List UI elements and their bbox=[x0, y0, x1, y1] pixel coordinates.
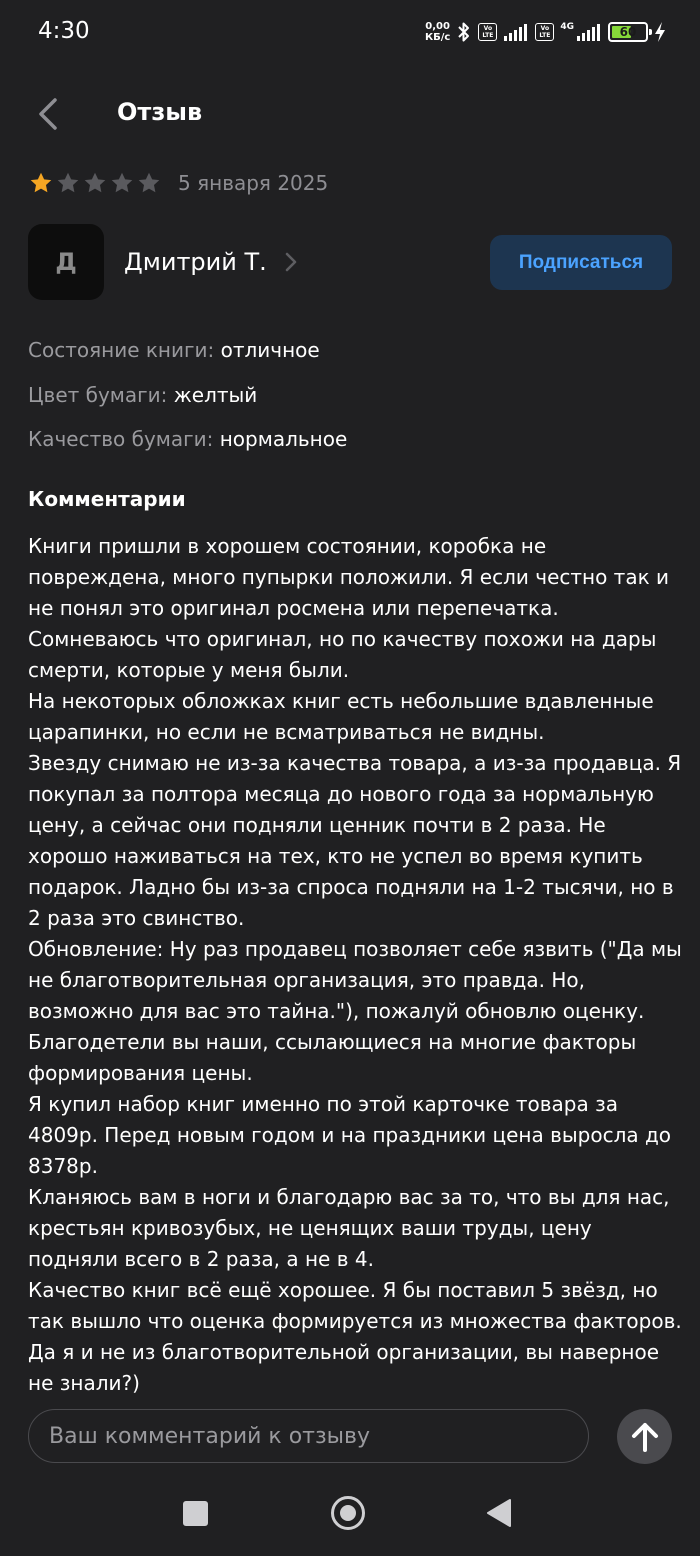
recent-apps-button[interactable] bbox=[183, 1501, 208, 1526]
home-button[interactable] bbox=[331, 1496, 365, 1530]
rating-row bbox=[28, 168, 328, 198]
star-empty-icon bbox=[55, 170, 81, 196]
network-type: 4G bbox=[560, 22, 574, 32]
review-text bbox=[28, 531, 684, 1399]
avatar-letter: Д bbox=[55, 248, 77, 276]
page-title: Отзыв bbox=[117, 98, 203, 126]
star-rating bbox=[28, 170, 162, 196]
review-paragraph: На некоторых обложках книг есть небольшие вдавленные царапинки, но если не всматриваться не видны. bbox=[28, 689, 654, 744]
battery-percent: 60 bbox=[619, 25, 637, 39]
volte-icon: Vo LTE bbox=[478, 23, 497, 41]
star-empty-icon bbox=[82, 170, 108, 196]
battery-icon bbox=[608, 22, 648, 42]
bluetooth-icon bbox=[456, 20, 472, 44]
attribute-label: Качество бумаги: bbox=[28, 427, 214, 451]
back-button[interactable] bbox=[30, 94, 66, 134]
review-paragraph: Книги пришли в хорошем состоянии, коробка не повреждена, много пупырки положили. Я если честно так и не понял это оригинал росмена или перепечатка. Сомневаюсь что оригинал, но по качеству похожи на дары смерти, которые у меня были. bbox=[28, 534, 670, 682]
review-paragraph: Качество книг всё ещё хорошее. Я бы поставил 5 звёзд, но так вышло что оценка формируется из множества факторов. Да я и не из благотворительной организации, вы наверное не знали?) bbox=[28, 1278, 682, 1395]
network-speed bbox=[425, 21, 450, 43]
system-back-button[interactable] bbox=[486, 1498, 512, 1528]
attribute-value: нормальное bbox=[219, 427, 348, 451]
status-icons bbox=[425, 18, 666, 46]
signal-icon bbox=[503, 22, 529, 42]
network-speed-unit: КБ/с bbox=[424, 32, 451, 43]
arrow-up-icon bbox=[630, 1421, 660, 1453]
review-paragraph: Я купил набор книг именно по этой карточке товара за 4809р. Перед новым годом и на праздники цена выросла до 8378р. bbox=[28, 1092, 672, 1178]
attribute-value: желтый bbox=[173, 383, 258, 407]
avatar[interactable] bbox=[28, 224, 104, 300]
charging-icon bbox=[654, 21, 666, 43]
attribute-paper-color bbox=[28, 382, 257, 408]
attribute-paper-quality bbox=[28, 426, 347, 452]
attribute-value: отличное bbox=[220, 338, 320, 362]
star-empty-icon bbox=[136, 170, 162, 196]
chevron-right-icon bbox=[285, 252, 297, 272]
attribute-label: Цвет бумаги: bbox=[28, 383, 168, 407]
system-nav-bar bbox=[0, 1478, 700, 1556]
star-filled-icon bbox=[28, 170, 54, 196]
comments-title: Комментарии bbox=[28, 487, 186, 511]
status-bar bbox=[0, 0, 700, 64]
author-name: Дмитрий Т. bbox=[124, 248, 267, 276]
home-dot bbox=[340, 1505, 356, 1521]
signal-icon-2 bbox=[576, 22, 602, 42]
subscribe-button[interactable]: Подписаться bbox=[490, 235, 672, 290]
chevron-left-icon bbox=[37, 97, 59, 131]
attribute-label: Состояние книги: bbox=[28, 338, 215, 362]
comment-input[interactable] bbox=[28, 1409, 589, 1463]
review-paragraph: Обновление: Ну раз продавец позволяет себе язвить ("Да мы не благотворительная организация, это правда. Но, возможно для вас это тайна."), пожалуй обновлю оценку. Благодетели вы наши, ссылающиеся на многие факторы формирования цены. bbox=[28, 937, 682, 1085]
review-paragraph: Звезду снимаю не из-за качества товара, а из-за продавца. Я покупал за полтора месяца до нового года за нормальную цену, а сейчас они подняли ценник почти в 2 раза. Не хорошо наживаться на тех, кто не успел во время купить подарок. Ладно бы из-за спроса подняли на 1-2 тысячи, но в 2 раза это свинство. bbox=[28, 751, 682, 930]
author-profile-link[interactable] bbox=[124, 244, 297, 280]
send-button[interactable] bbox=[617, 1409, 672, 1464]
review-paragraph: Кланяюсь вам в ноги и благодарю вас за то, что вы для нас, крестьян кривозубых, не ценящих ваши труды, цену подняли всего в 2 раза, а не в 4. bbox=[28, 1185, 670, 1271]
star-empty-icon bbox=[109, 170, 135, 196]
status-time: 4:30 bbox=[38, 18, 90, 44]
review-date: 5 января 2025 bbox=[178, 171, 329, 195]
battery-cap bbox=[649, 29, 652, 35]
attribute-book-condition bbox=[28, 337, 320, 363]
network-speed-value: 0,00 bbox=[425, 21, 450, 32]
volte-icon-2: Vo LTE bbox=[535, 23, 554, 41]
